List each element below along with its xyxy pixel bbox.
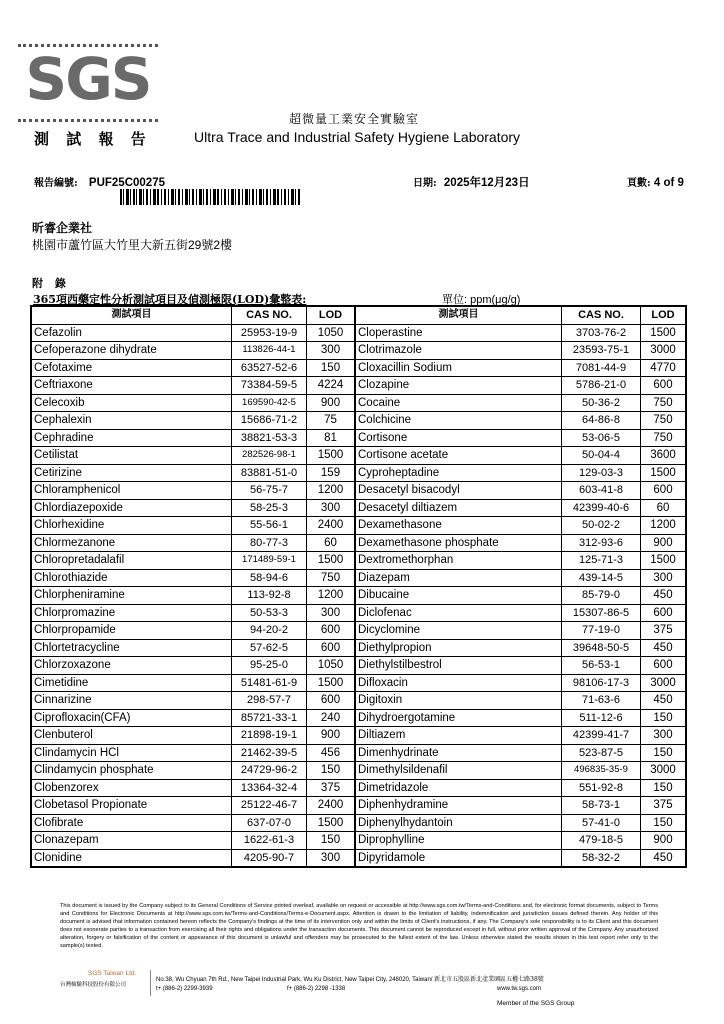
cell-item: Chlorpropamide: [32, 622, 232, 640]
cell-lod: 600: [307, 622, 355, 640]
cell-cas: 637-07-0: [232, 814, 307, 832]
table-row: [32, 832, 355, 850]
cell-item: Diltiazem: [356, 727, 562, 745]
footer-divider: [150, 970, 151, 996]
table-row: [32, 779, 355, 797]
table-row: [356, 464, 686, 482]
cell-lod: 1200: [307, 482, 355, 500]
cell-item: Chloramphenicol: [32, 482, 232, 500]
cell-cas: 24729-96-2: [232, 762, 307, 780]
col-header-lod: LOD: [641, 307, 686, 325]
cell-item: Dibucaine: [356, 587, 562, 605]
page-count-label: 頁數:: [627, 178, 651, 189]
cell-lod: 600: [307, 692, 355, 710]
report-number: [34, 174, 165, 189]
cell-item: Dicyclomine: [356, 622, 562, 640]
cell-cas: 129-03-3: [562, 464, 641, 482]
table-row: [32, 814, 355, 832]
cell-item: Chloropretadalafil: [32, 552, 232, 570]
table-row: [32, 569, 355, 587]
footer-phone: t+ (886-2) 2299-3939: [156, 986, 213, 992]
cell-lod: 600: [641, 482, 686, 500]
cell-lod: 1500: [307, 674, 355, 692]
table-row: [356, 622, 686, 640]
unit-label: 單位: ppm(μg/g): [442, 294, 521, 306]
cell-cas: 58-25-3: [232, 499, 307, 517]
cell-item: Clenbuterol: [32, 727, 232, 745]
table-row: [32, 324, 355, 342]
col-header-lod: LOD: [307, 307, 355, 325]
cell-item: Cyproheptadine: [356, 464, 562, 482]
cell-lod: 300: [307, 604, 355, 622]
cell-lod: 300: [307, 499, 355, 517]
cell-lod: 1200: [307, 587, 355, 605]
cell-cas: 13364-32-4: [232, 779, 307, 797]
member-label: Member of the SGS Group: [497, 1000, 575, 1007]
cell-item: Ceftriaxone: [32, 377, 232, 395]
table-row: [32, 604, 355, 622]
cell-cas: 63527-52-6: [232, 359, 307, 377]
footer-fax: f+ (886-2) 2298 -1338: [287, 986, 346, 992]
cell-item: Diethylpropion: [356, 639, 562, 657]
footer-brand-cn: 台灣檢驗科技股份有限公司: [60, 982, 127, 988]
appendix-subtitle: 365項西藥定性分析測試項目及偵測極限(LOD)彙整表:: [33, 293, 307, 306]
cell-cas: 551-92-8: [562, 779, 641, 797]
cell-lod: 600: [307, 639, 355, 657]
table-row: [356, 727, 686, 745]
cell-lod: 150: [307, 762, 355, 780]
cell-cas: 58-94-6: [232, 569, 307, 587]
table-row: [32, 744, 355, 762]
cell-lod: 240: [307, 709, 355, 727]
cell-lod: 1500: [307, 552, 355, 570]
table-row: [32, 692, 355, 710]
cell-item: Colchicine: [356, 412, 562, 430]
cell-item: Cetirizine: [32, 464, 232, 482]
cell-item: Chlormezanone: [32, 534, 232, 552]
cell-item: Dipyridamole: [356, 849, 562, 867]
cell-cas: 85-79-0: [562, 587, 641, 605]
cell-item: Clonazepam: [32, 832, 232, 850]
table-row: [356, 814, 686, 832]
cell-cas: 113826-44-1: [232, 342, 307, 360]
cell-cas: 603-41-8: [562, 482, 641, 500]
report-title: 測 試 報 告: [34, 130, 152, 148]
cell-lod: 3000: [641, 674, 686, 692]
cell-lod: 600: [641, 377, 686, 395]
cell-item: Clofibrate: [32, 814, 232, 832]
table-row: [32, 412, 355, 430]
cell-lod: 150: [641, 744, 686, 762]
cell-lod: 450: [641, 849, 686, 867]
cell-lod: 600: [641, 604, 686, 622]
cell-item: Cloperastine: [356, 324, 562, 342]
cell-item: Cefoperazone dihydrate: [32, 342, 232, 360]
col-header-cas: CAS NO.: [562, 307, 641, 325]
cell-cas: 125-71-3: [562, 552, 641, 570]
cell-cas: 95-25-0: [232, 657, 307, 675]
cell-item: Clobenzorex: [32, 779, 232, 797]
cell-lod: 900: [307, 394, 355, 412]
cell-lod: 150: [307, 359, 355, 377]
table-row: [356, 639, 686, 657]
table-row: [32, 727, 355, 745]
cell-cas: 42399-40-6: [562, 499, 641, 517]
report-date-value: 2025年12月23日: [443, 177, 530, 189]
page-count: [627, 174, 684, 189]
table-row: [32, 394, 355, 412]
cell-item: Dexamethasone phosphate: [356, 534, 562, 552]
cell-item: Celecoxib: [32, 394, 232, 412]
cell-cas: 169590-42-5: [232, 394, 307, 412]
cell-cas: 15686-71-2: [232, 412, 307, 430]
lod-table-left: [31, 306, 355, 867]
cell-lod: 1500: [641, 464, 686, 482]
table-row: [356, 797, 686, 815]
cell-lod: 60: [641, 499, 686, 517]
cell-cas: 282526-98-1: [232, 447, 307, 465]
cell-item: Dimethylsildenafil: [356, 762, 562, 780]
cell-cas: 58-32-2: [562, 849, 641, 867]
cell-cas: 21898-19-1: [232, 727, 307, 745]
table-row: [32, 517, 355, 535]
cell-item: Dihydroergotamine: [356, 709, 562, 727]
cell-cas: 511-12-6: [562, 709, 641, 727]
col-header-item: 測試項目: [356, 307, 562, 325]
cell-lod: 375: [307, 779, 355, 797]
table-row: [32, 657, 355, 675]
table-row: [356, 482, 686, 500]
cell-cas: 25953-19-9: [232, 324, 307, 342]
cell-item: Dimenhydrinate: [356, 744, 562, 762]
cell-lod: 1050: [307, 657, 355, 675]
cell-cas: 171489-59-1: [232, 552, 307, 570]
cell-lod: 450: [641, 587, 686, 605]
cell-item: Cortisone: [356, 429, 562, 447]
footer-website[interactable]: www.tw.sgs.com: [497, 986, 542, 992]
cell-lod: 750: [641, 429, 686, 447]
footer-address-en: No.38, Wu Chyuan 7th Rd., New Taipei Industrial Park, Wu Ku District, New Taipei City, 248020, Taiwan/: [156, 977, 433, 983]
cell-item: Dexamethasone: [356, 517, 562, 535]
footer-brand: SGS Taiwan Ltd.: [88, 970, 137, 977]
cell-cas: 57-41-0: [562, 814, 641, 832]
cell-item: Digitoxin: [356, 692, 562, 710]
cell-lod: 375: [641, 797, 686, 815]
cell-cas: 21462-39-5: [232, 744, 307, 762]
cell-lod: 300: [307, 849, 355, 867]
cell-item: Cortisone acetate: [356, 447, 562, 465]
table-row: [32, 499, 355, 517]
table-row: [356, 692, 686, 710]
cell-item: Chlortetracycline: [32, 639, 232, 657]
cell-cas: 5786-21-0: [562, 377, 641, 395]
cell-lod: 81: [307, 429, 355, 447]
cell-lod: 150: [641, 709, 686, 727]
cell-item: Chlorhexidine: [32, 517, 232, 535]
cell-lod: 1500: [641, 324, 686, 342]
footer-address-cn: 新北市五股區新北產業園區五權七路38號: [434, 976, 544, 983]
cell-item: Chlorothiazide: [32, 569, 232, 587]
cell-item: Clozapine: [356, 377, 562, 395]
cell-item: Diphenhydramine: [356, 797, 562, 815]
cell-cas: 56-75-7: [232, 482, 307, 500]
cell-item: Cinnarizine: [32, 692, 232, 710]
table-row: [32, 534, 355, 552]
cell-cas: 50-02-2: [562, 517, 641, 535]
table-row: [356, 849, 686, 867]
table-row: [32, 709, 355, 727]
cell-item: Cetilistat: [32, 447, 232, 465]
page-count-value: 4 of 9: [653, 177, 684, 189]
cell-item: Diazepam: [356, 569, 562, 587]
cell-cas: 1622-61-3: [232, 832, 307, 850]
cell-cas: 55-56-1: [232, 517, 307, 535]
table-row: [32, 762, 355, 780]
cell-item: Cefazolin: [32, 324, 232, 342]
table-row: [356, 674, 686, 692]
cell-cas: 3703-76-2: [562, 324, 641, 342]
cell-cas: 7081-44-9: [562, 359, 641, 377]
cell-cas: 38821-53-3: [232, 429, 307, 447]
cell-item: Diprophylline: [356, 832, 562, 850]
cell-cas: 496835-35-9: [562, 762, 641, 780]
cell-cas: 58-73-1: [562, 797, 641, 815]
cell-cas: 73384-59-5: [232, 377, 307, 395]
cell-item: Clindamycin HCl: [32, 744, 232, 762]
lod-table-right: [355, 306, 686, 867]
cell-lod: 159: [307, 464, 355, 482]
cell-cas: 77-19-0: [562, 622, 641, 640]
cell-item: Chlorpromazine: [32, 604, 232, 622]
cell-cas: 71-63-6: [562, 692, 641, 710]
cell-cas: 25122-46-7: [232, 797, 307, 815]
cell-item: Clonidine: [32, 849, 232, 867]
cell-cas: 50-53-3: [232, 604, 307, 622]
table-row: [356, 569, 686, 587]
report-date-label: 日期:: [413, 178, 437, 189]
table-row: [356, 762, 686, 780]
cell-item: Cephradine: [32, 429, 232, 447]
cell-item: Diethylstilbestrol: [356, 657, 562, 675]
cell-lod: 300: [307, 342, 355, 360]
table-row: [356, 832, 686, 850]
table-row: [356, 552, 686, 570]
cell-cas: 4205-90-7: [232, 849, 307, 867]
cell-lod: 150: [641, 814, 686, 832]
cell-item: Desacetyl bisacodyl: [356, 482, 562, 500]
report-number-value: PUF25C00275: [88, 177, 165, 189]
table-row: [32, 377, 355, 395]
appendix-label: 附 錄: [32, 277, 70, 290]
cell-item: Clindamycin phosphate: [32, 762, 232, 780]
cell-lod: 1050: [307, 324, 355, 342]
cell-lod: 3000: [641, 342, 686, 360]
table-row: [356, 499, 686, 517]
col-header-item: 測試項目: [32, 307, 232, 325]
cell-lod: 3000: [641, 762, 686, 780]
table-row: [356, 412, 686, 430]
table-row: [356, 744, 686, 762]
cell-cas: 39648-50-5: [562, 639, 641, 657]
table-row: [32, 622, 355, 640]
cell-lod: 60: [307, 534, 355, 552]
table-row: [356, 359, 686, 377]
table-row: [32, 797, 355, 815]
cell-lod: 300: [641, 569, 686, 587]
cell-item: Clotrimazole: [356, 342, 562, 360]
lab-name-en: Ultra Trace and Industrial Safety Hygiene Laboratory: [194, 129, 521, 145]
cell-cas: 523-87-5: [562, 744, 641, 762]
cell-cas: 98106-17-3: [562, 674, 641, 692]
cell-lod: 75: [307, 412, 355, 430]
cell-lod: 1200: [641, 517, 686, 535]
table-row: [32, 587, 355, 605]
table-row: [32, 849, 355, 867]
table-row: [32, 482, 355, 500]
cell-lod: 900: [307, 727, 355, 745]
table-row: [356, 779, 686, 797]
cell-lod: 375: [641, 622, 686, 640]
table-row: [32, 342, 355, 360]
cell-cas: 479-18-5: [562, 832, 641, 850]
cell-lod: 750: [641, 412, 686, 430]
table-row: [356, 517, 686, 535]
cell-lod: 2400: [307, 797, 355, 815]
cell-lod: 2400: [307, 517, 355, 535]
cell-lod: 450: [641, 639, 686, 657]
table-row: [356, 324, 686, 342]
client-name: 昕睿企業社: [32, 221, 93, 235]
cell-cas: 23593-75-1: [562, 342, 641, 360]
table-row: [356, 534, 686, 552]
report-number-label: 報告編號:: [34, 178, 78, 189]
col-header-cas: CAS NO.: [232, 307, 307, 325]
table-row: [32, 359, 355, 377]
cell-item: Ciprofloxacin(CFA): [32, 709, 232, 727]
cell-item: Desacetyl diltiazem: [356, 499, 562, 517]
cell-cas: 113-92-8: [232, 587, 307, 605]
cell-cas: 298-57-7: [232, 692, 307, 710]
table-header-row: [32, 307, 355, 325]
table-row: [356, 709, 686, 727]
table-row: [32, 447, 355, 465]
cell-item: Cimetidine: [32, 674, 232, 692]
cell-lod: 150: [641, 779, 686, 797]
cell-cas: 15307-86-5: [562, 604, 641, 622]
table-row: [356, 394, 686, 412]
cell-cas: 64-86-8: [562, 412, 641, 430]
footer-address: [156, 974, 544, 983]
table-row: [356, 342, 686, 360]
cell-cas: 42399-41-7: [562, 727, 641, 745]
cell-lod: 900: [641, 534, 686, 552]
barcode-icon: [120, 189, 300, 205]
cell-item: Cefotaxime: [32, 359, 232, 377]
table-row: [356, 447, 686, 465]
cell-lod: 456: [307, 744, 355, 762]
table-header-row: [356, 307, 686, 325]
cell-lod: 1500: [307, 447, 355, 465]
cell-lod: 450: [641, 692, 686, 710]
cell-item: Chlordiazepoxide: [32, 499, 232, 517]
cell-lod: 900: [641, 832, 686, 850]
cell-lod: 300: [641, 727, 686, 745]
client-address: 桃園市蘆竹區大竹里大新五街29號2樓: [32, 238, 233, 252]
table-row: [32, 464, 355, 482]
sgs-logo: SGS: [25, 45, 151, 113]
cell-item: Dextromethorphan: [356, 552, 562, 570]
table-row: [356, 587, 686, 605]
report-date: [413, 174, 530, 190]
cell-cas: 53-06-5: [562, 429, 641, 447]
cell-cas: 50-36-2: [562, 394, 641, 412]
lab-name-cn: 超微量工業安全實驗室: [289, 112, 420, 126]
table-row: [32, 552, 355, 570]
cell-lod: 1500: [307, 814, 355, 832]
cell-item: Clobetasol Propionate: [32, 797, 232, 815]
cell-lod: 3600: [641, 447, 686, 465]
cell-lod: 150: [307, 832, 355, 850]
table-row: [356, 429, 686, 447]
cell-cas: 57-62-5: [232, 639, 307, 657]
cell-lod: 4224: [307, 377, 355, 395]
cell-cas: 80-77-3: [232, 534, 307, 552]
table-row: [32, 674, 355, 692]
cell-item: Difloxacin: [356, 674, 562, 692]
cell-cas: 50-04-4: [562, 447, 641, 465]
legal-disclaimer: This document is issued by the Company subject to its General Conditions of Service printed overleaf, available on request or accessible at http://www.sgs.com.tw/Terms-and-Conditions and, for electronic format documents, subject to Terms and Conditions for Electronic Documents at http://www.sgs.com.tw/Terms-and-Conditions/Terms-e-Document.aspx. Attention is drawn to the limitation of liability, indemnification and jurisdiction issues defined therein. Any holder of this document is advised that information contained hereon reflects the Company's findings at the time of its intervention only and within the limits of Client's instructions, if any. The Company's sole responsibility is to its Client and this document does not exonerate parties to a transaction from exercising all their rights and obligations under the transaction documents. This document cannot be reproduced except in full, without prior written approval of the Company. Any unauthorized alteration, forgery or falsification of the content or appearance of this document is unlawful and offenders may be prosecuted to the fullest extent of the law. Unless otherwise stated the results shown in this test report refer only to the sample(s) tested.: [60, 903, 658, 949]
cell-lod: 1500: [641, 552, 686, 570]
cell-item: Diclofenac: [356, 604, 562, 622]
cell-item: Diphenylhydantoin: [356, 814, 562, 832]
table-row: [356, 657, 686, 675]
cell-cas: 56-53-1: [562, 657, 641, 675]
cell-lod: 4770: [641, 359, 686, 377]
table-row: [32, 639, 355, 657]
cell-item: Chlorpheniramine: [32, 587, 232, 605]
cell-cas: 312-93-6: [562, 534, 641, 552]
cell-cas: 83881-51-0: [232, 464, 307, 482]
cell-cas: 85721-33-1: [232, 709, 307, 727]
cell-cas: 51481-61-9: [232, 674, 307, 692]
cell-cas: 94-20-2: [232, 622, 307, 640]
table-row: [356, 604, 686, 622]
cell-item: Chlorzoxazone: [32, 657, 232, 675]
cell-item: Cocaine: [356, 394, 562, 412]
cell-item: Cloxacillin Sodium: [356, 359, 562, 377]
cell-item: Cephalexin: [32, 412, 232, 430]
cell-item: Dimetridazole: [356, 779, 562, 797]
cell-lod: 750: [641, 394, 686, 412]
cell-cas: 439-14-5: [562, 569, 641, 587]
table-row: [32, 429, 355, 447]
table-row: [356, 377, 686, 395]
cell-lod: 750: [307, 569, 355, 587]
cell-lod: 600: [641, 657, 686, 675]
